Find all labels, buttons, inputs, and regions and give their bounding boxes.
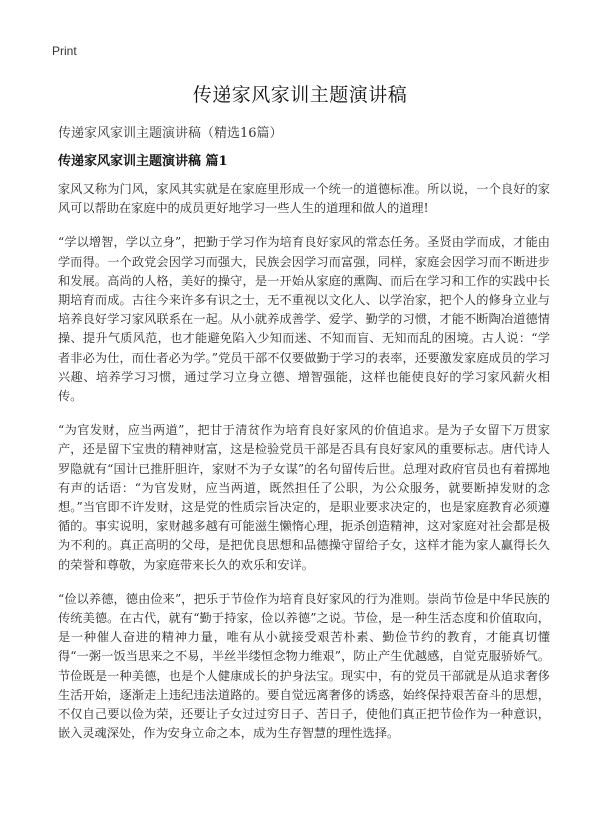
body-text — [58, 180, 550, 758]
document-subtitle: 传递家风家训主题演讲稿（精选16篇） — [58, 126, 283, 141]
paragraph-3: “为官发财，应当两道”，把甘于清贫作为培育良好家风的价值追求。是为子女留下万贯家产，还是留下宝贵的精神财富，这是检验党员干部是否具有良好家风的重要标志。唐代诗人罗隐就有“国计已推肝胆许，家财不为子女谋”的名句留传后世。总理对政府官员也有着掷地有声的话语：“为官发财，应当两道，既然担任了公职，为公众服务，就要断掉发财的念想。”当官即不许发财，这是党的性质宗旨决定的，是职业要求决定的，也是家庭教育必须遵循的。事实说明，家财越多越有可能滋生懒惰心理，扼杀创造精神，这对家庭对社会都是极为不利的。真正高明的父母，是把优良思想和品德操守留给子女，这样才能为家人赢得长久的荣誉和尊敬，为家庭带来长久的欢乐和安详。 — [58, 423, 550, 572]
print-label: Print — [52, 44, 77, 58]
document-title: 传递家风家训主题演讲稿 — [192, 84, 408, 106]
paragraph-1: 家风又称为门风，家风其实就是在家庭里形成一个统一的道德标准。所以说，一个良好的家风可以帮助在家庭中的成员更好地学习一些人生的道理和做人的道理! — [58, 182, 550, 216]
paragraph-4: “俭以养德，德由俭来”，把乐于节俭作为培育良好家风的行为准则。崇尚节俭是中华民族的传统美德。在古代，就有“勤于持家，俭以养德”之说。节俭，是一种生活态度和价值取向，是一种催人奋进的精神力量，唯有从小就接受艰苦朴素、勤俭节约的教育，才能真切懂得“一粥一饭当思来之不易，半丝半缕恒念物力维艰”，防止产生优越感，自觉克服骄娇气。节俭既是一种美德，也是个人健康成长的护身法宝。现实中，有的党员干部就是从追求奢侈生活开始，逐渐走上违纪违法道路的。要自觉远离奢侈的诱惑，始终保持艰苦奋斗的思想，不仅自己要以俭为荣，还要让子女过过穷日子、苦日子，使他们真正把节俭作为一种意识，嵌入灵魂深处，作为安身立命之本，成为生存智慧的理性选择。 — [58, 591, 550, 741]
paragraph-2: “学以增智，学以立身”，把勤于学习作为培育良好家风的常态任务。圣贤由学而成，才能由学而得。一个政党会因学习而强大，民族会因学习而富强，同样，家庭会因学习而不断进步和发展。高尚的人格，美好的操守，是一开始从家庭的熏陶、而后在学习和工作的实践中长期培育而成。古往今来许多有识之士，无不重视以文化人、以学治家，把个人的修身立业与培养良好学习家风联系在一起。从小就养成善学、爱学、勤学的习惯，才能不断陶冶道德情操、提升气质风范，也才能避免陷入少知而迷、不知而盲、无知而乱的困境。古人说：“学者非必为仕，而仕者必为学。”党员干部不仅要做勤于学习的表率，还要激发家庭成员的学习兴趣、培养学习习惯，通过学习立身立德、增智强能，这样也能使良好的学习家风薪火相传。 — [58, 235, 550, 404]
section-heading: 传递家风家训主题演讲稿 篇1 — [58, 154, 228, 169]
